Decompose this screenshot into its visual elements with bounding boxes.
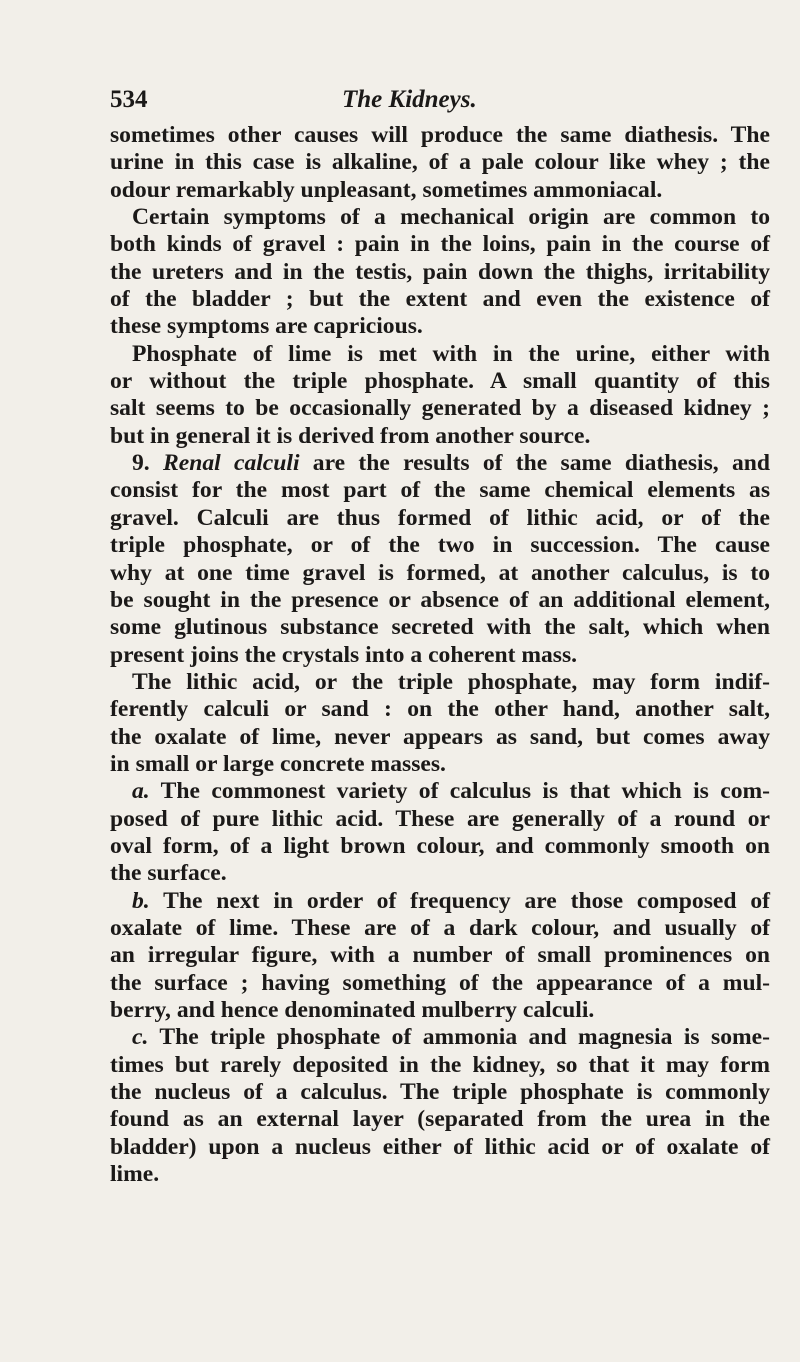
text-line: The next in order of frequency are those composed of — [163, 887, 770, 914]
text-line: be sought in the presence or absence of an additional element, — [110, 586, 770, 613]
text-line: in small or large concrete masses. — [110, 750, 446, 777]
page-number: 534 — [110, 86, 148, 113]
text-line: berry, and hence denominated mulberry calculi. — [110, 997, 595, 1023]
running-title: The Kidneys. — [342, 86, 477, 113]
text-line: ferently calculi or sand : on the other hand, another salt, — [110, 696, 770, 723]
text-line: these symptoms are capricious. — [110, 313, 423, 340]
text-line: Certain symptoms of a mechanical origin are common to — [132, 204, 770, 231]
text-line: Phosphate of lime is met with in the urine, either with — [132, 340, 770, 367]
section-9-line — [110, 450, 770, 477]
text-line: present joins the crystals into a coherent mass. — [110, 641, 578, 668]
text-line: the nucleus of a calculus. The triple phosphate is commonly — [110, 1079, 770, 1106]
text-line: bladder) upon a nucleus either of lithic acid or of oxalate of — [110, 1133, 770, 1160]
item-marker: c. — [132, 1024, 149, 1051]
section-term: Renal calculi — [163, 450, 300, 477]
item-b-line — [110, 888, 770, 915]
text-line: the oxalate of lime, never appears as sand, but comes away — [110, 723, 770, 750]
item-a-line — [110, 778, 770, 805]
text-line: both kinds of gravel : pain in the loins, pain in the course of — [110, 231, 770, 258]
text-line: triple phosphate, or of the two in succession. The cause — [110, 532, 770, 559]
text-line: lime. — [110, 1161, 160, 1188]
text-line: an irregular figure, with a number of small prominences on — [110, 942, 770, 969]
text-line: sometimes other causes will produce the same diathesis. The — [110, 122, 770, 148]
text-line: salt seems to be occasionally generated by a diseased kidney ; — [110, 395, 770, 422]
text-line: why at one time gravel is formed, at another calculus, is to — [110, 559, 770, 586]
text-line: oxalate of lime. These are of a dark colour, and usually of — [110, 914, 770, 941]
text-line: odour remarkably unpleasant, sometimes ammoniacal. — [110, 176, 663, 203]
text-line: are the results of the same diathesis, and — [312, 450, 770, 477]
text-line: times but rarely deposited in the kidney, so that it may form — [110, 1051, 770, 1078]
text-line: the surface. — [110, 860, 227, 887]
text-line: consist for the most part of the same chemical elements as — [110, 477, 770, 504]
text-line: oval form, of a light brown colour, and commonly smooth on — [110, 832, 770, 859]
text-line: gravel. Calculi are thus formed of lithic acid, or of the — [110, 504, 770, 531]
text-line: The triple phosphate of ammonia and magnesia is some- — [159, 1024, 770, 1051]
text-line: of the bladder ; but the extent and even the existence of — [110, 286, 770, 313]
text-line: the ureters and in the testis, pain down the thighs, irritability — [110, 258, 770, 285]
text-line: or without the triple phosphate. A small quantity of this — [110, 368, 770, 395]
text-line: posed of pure lithic acid. These are generally of a round or — [110, 805, 770, 832]
text-line: The lithic acid, or the triple phosphate, may form indif- — [132, 668, 770, 695]
text-line: some glutinous substance secreted with the salt, which when — [110, 614, 770, 641]
text-line: the surface ; having something of the appearance of a mul- — [110, 969, 770, 996]
text-line: The commonest variety of calculus is that which is com- — [160, 778, 770, 805]
text-line: found as an external layer (separated from the urea in the — [110, 1106, 770, 1133]
text-line: but in general it is derived from another source. — [110, 422, 591, 449]
running-head — [110, 82, 770, 118]
item-c-line — [110, 1024, 770, 1051]
text-line: urine in this case is alkaline, of a pale colour like whey ; the — [110, 149, 770, 176]
item-marker: b. — [132, 887, 150, 914]
body-text — [110, 122, 770, 1188]
section-number: 9. — [132, 450, 150, 477]
item-marker: a. — [132, 778, 150, 805]
